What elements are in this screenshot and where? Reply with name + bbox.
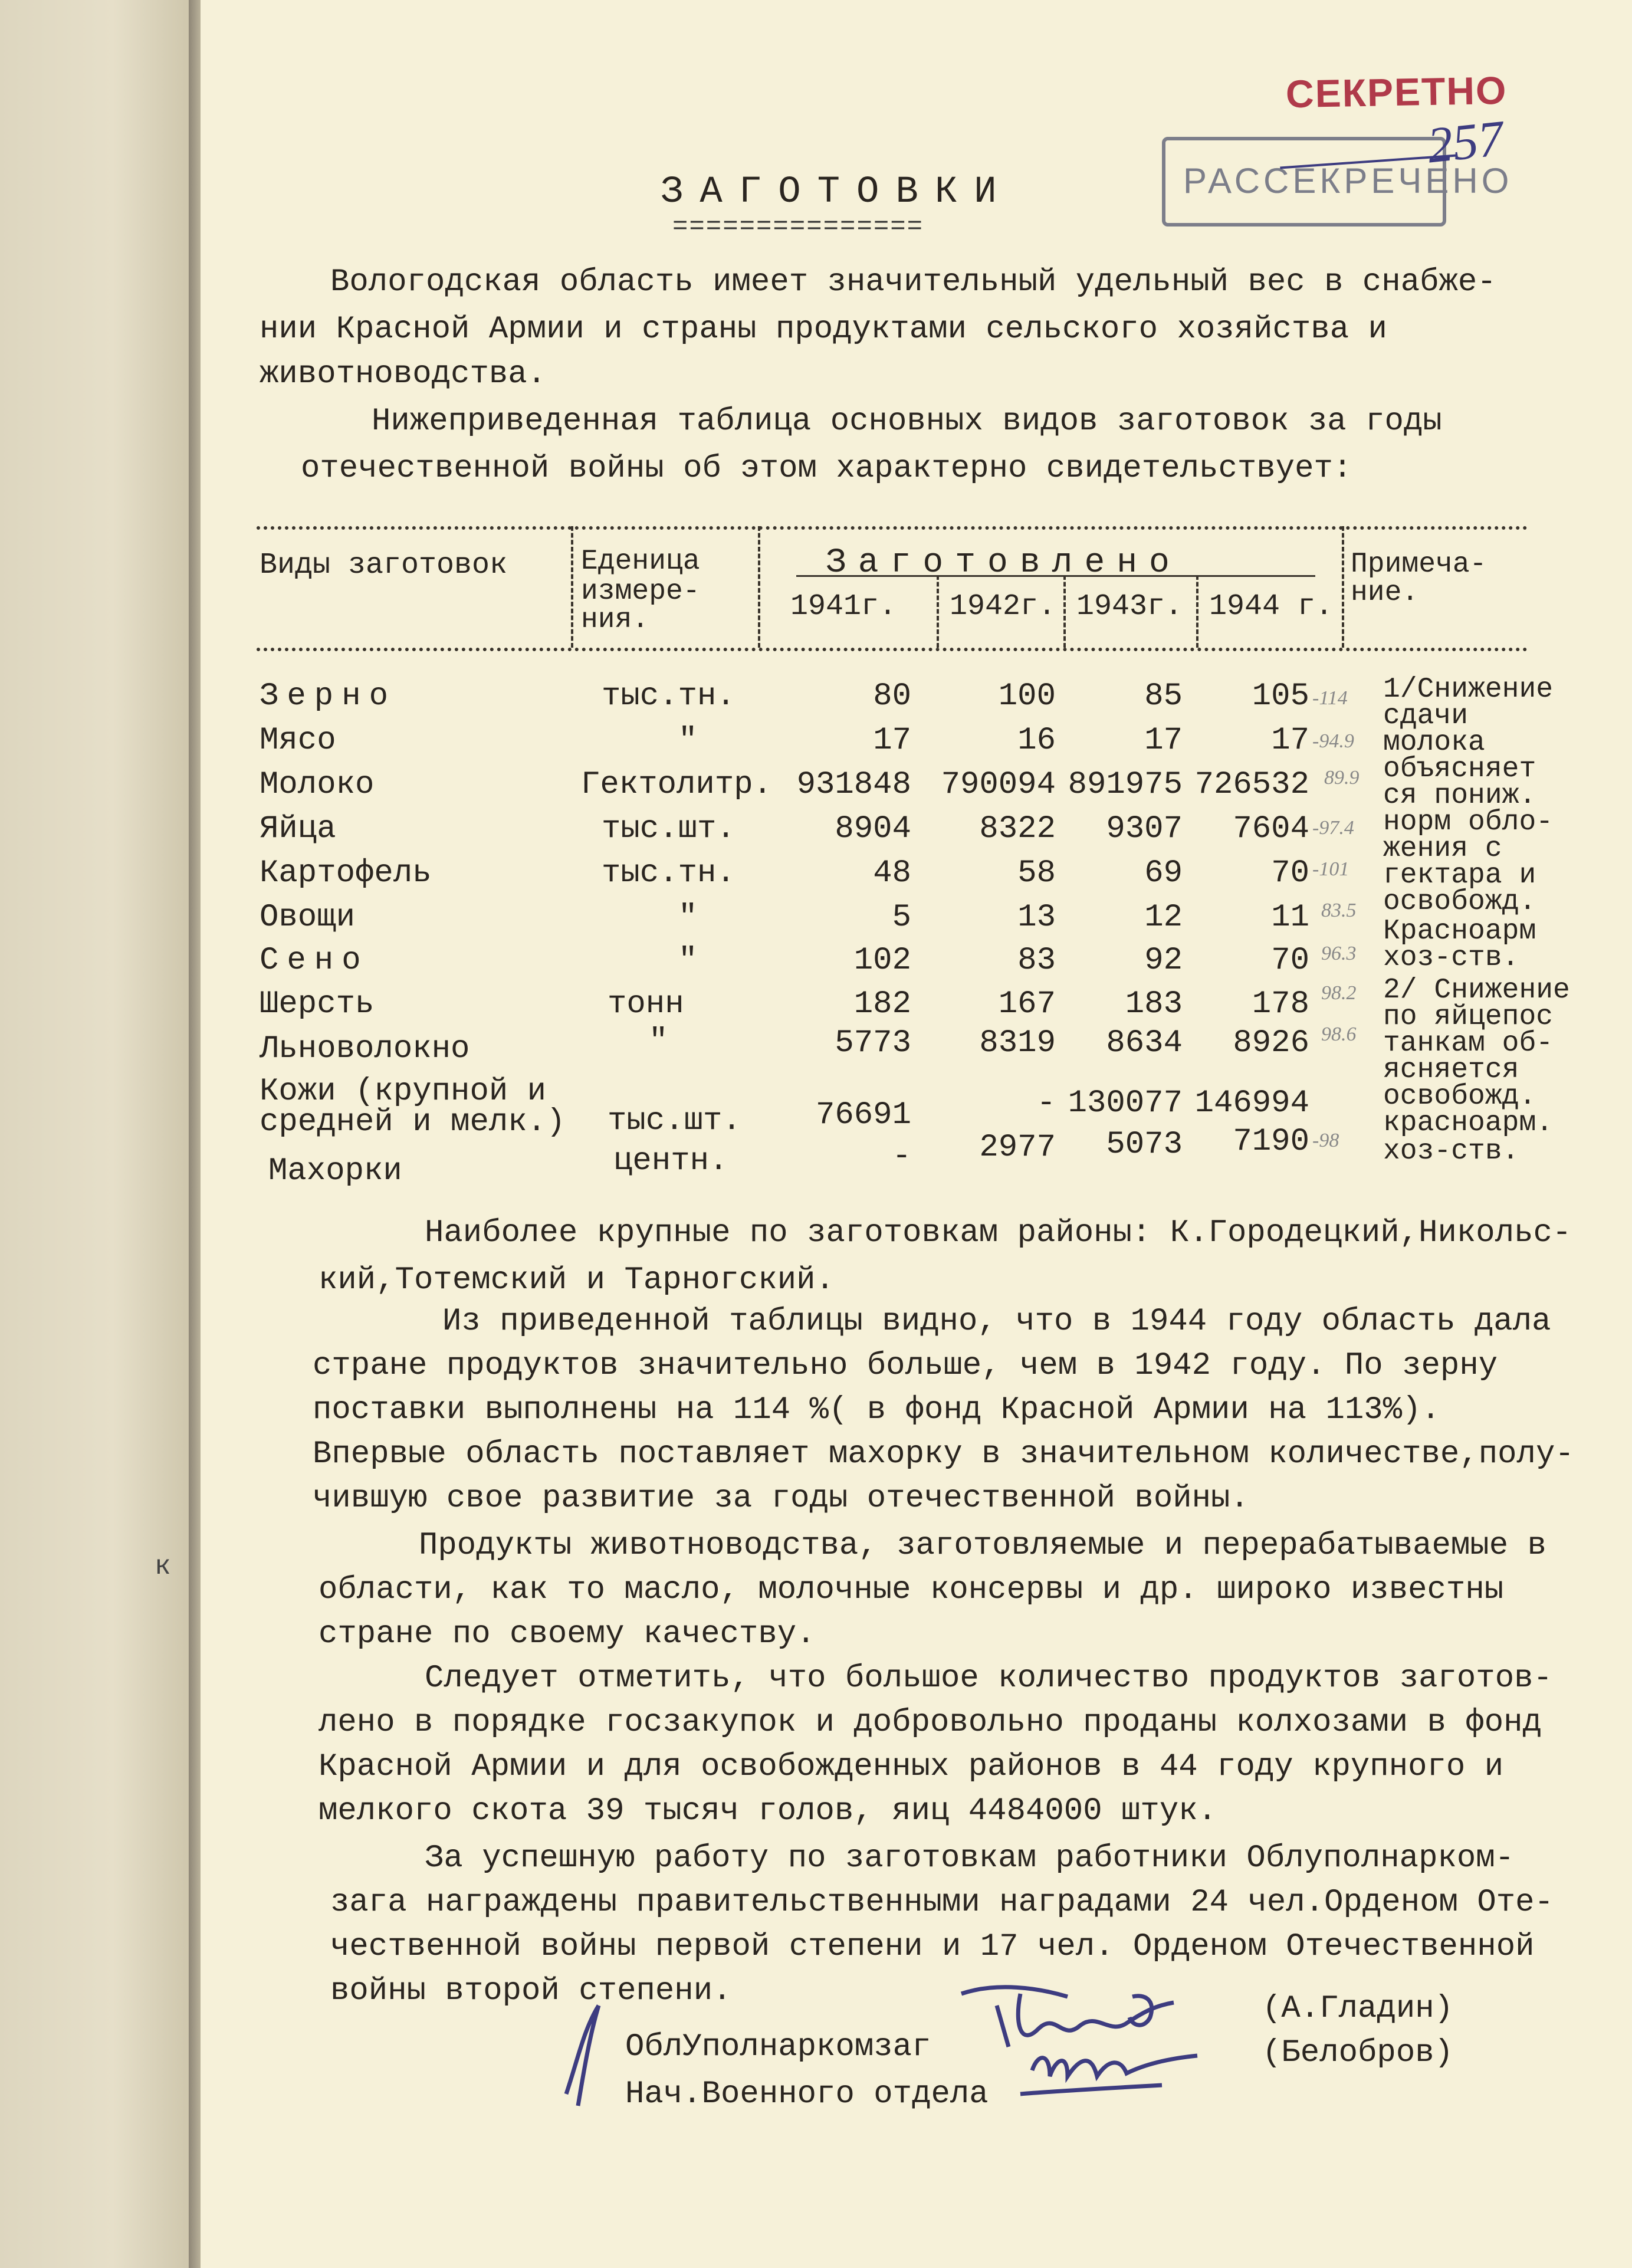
body-line: Красной Армии и для освобожденных районов в 44 году крупного и	[318, 1749, 1504, 1785]
body-line: Продукты животноводства, заготовляемые и перерабатываемые в	[419, 1528, 1546, 1564]
note-line: хоз-ств.	[1383, 942, 1519, 974]
row-unit: тыс.тн.	[602, 855, 735, 891]
header-produced: Заготовлено	[826, 544, 1181, 582]
row-unit: Гектолитр.	[581, 767, 773, 803]
body-line: войны второй степени.	[330, 1973, 732, 2009]
signatory-name: (Белобров)	[1262, 2035, 1454, 2071]
row-name: Шерсть	[260, 986, 375, 1022]
row-name: Махорки	[268, 1153, 402, 1189]
intro-line: Вологодская область имеет значительный удельный вес в снабже-	[330, 264, 1496, 300]
signature-mark-left	[566, 2006, 599, 2106]
note-line: ясняется	[1383, 1054, 1519, 1086]
note-line: норм обло-	[1383, 806, 1554, 838]
table-top-rule	[257, 526, 1528, 530]
pencil-percent: -98	[1312, 1130, 1339, 1151]
note-line: молока	[1383, 727, 1485, 759]
declassified-stamp-label: РАССЕКРЕЧЕНО	[1183, 161, 1513, 201]
handwritten-signatures	[549, 1970, 1256, 2123]
cell-1942: 8319	[979, 1025, 1056, 1061]
cell-1944: 17	[1271, 723, 1309, 759]
cell-1944: 70	[1271, 855, 1309, 891]
cell-1942: 100	[998, 678, 1056, 714]
body-line: поставки выполнены на 114 %( в фонд Красной Армии на 113%).	[313, 1392, 1440, 1428]
cell-1944: 105	[1252, 678, 1309, 714]
cell-1944: 178	[1252, 986, 1309, 1022]
title-underline: ===============	[672, 212, 924, 242]
table-column-rule	[571, 526, 573, 648]
row-name: Мясо	[260, 723, 336, 759]
body-line: кий,Тотемский и Тарногский.	[318, 1262, 835, 1298]
row-name: Яйца	[260, 811, 336, 847]
row-unit: тыс.тн.	[602, 678, 735, 714]
signatory-title: Нач.Военного отдела	[625, 2076, 989, 2112]
cell-1944: 8926	[1233, 1025, 1309, 1061]
row-name: Картофель	[260, 855, 432, 891]
header-note-line: ние.	[1351, 577, 1419, 609]
body-line: Впервые область поставляет махорку в значительном количестве,полу-	[313, 1436, 1574, 1472]
note-line: объясняет	[1383, 753, 1536, 785]
row-name: Зерно	[260, 678, 397, 714]
cell-1941: 102	[853, 943, 911, 979]
margin-mark: к	[155, 1551, 171, 1582]
body-line: Следует отметить, что большое количество продуктов заготов-	[425, 1660, 1552, 1696]
intro-line: отечественной войны об этом характерно свидетельствует:	[301, 451, 1352, 487]
note-line: жения с	[1383, 833, 1502, 865]
row-unit: "	[678, 900, 698, 936]
row-name: Льноволокно	[260, 1031, 470, 1067]
binding-shadow	[189, 0, 201, 2268]
body-line: области, как то масло, молочные консервы и др. широко известны	[318, 1572, 1504, 1608]
signatory-title: ОблУполнаркомзаг	[625, 2029, 931, 2065]
table-column-rule	[758, 526, 760, 648]
cell-1943: 130077	[1068, 1085, 1183, 1121]
signature-belobrov	[1020, 2056, 1197, 2094]
note-line: ся пониж.	[1383, 780, 1536, 812]
page-number: 257	[1424, 109, 1506, 174]
header-note-line: Примеча-	[1351, 549, 1487, 580]
row-unit: "	[649, 1023, 668, 1059]
header-year-1944: 1944 г.	[1209, 590, 1334, 623]
header-year-1942: 1942г.	[950, 590, 1056, 623]
table-column-rule	[1063, 575, 1066, 648]
body-line: За успешную работу по заготовкам работники Облуполнарком-	[425, 1840, 1515, 1876]
cell-1944: 11	[1271, 900, 1309, 936]
cell-1942: -	[1036, 1085, 1056, 1121]
note-line: Красноарм	[1383, 915, 1536, 947]
note-line: 1/Снижение	[1383, 674, 1554, 705]
body-line: мелкого скота 39 тысяч голов, яиц 4484000 штук.	[318, 1793, 1217, 1829]
header-unit-line: ния.	[581, 604, 649, 636]
cell-1943: 5073	[1106, 1127, 1183, 1163]
body-line: зага награждены правительственными наградами 24 чел.Орденом Оте-	[330, 1885, 1554, 1921]
note-line: освобожд.	[1383, 1081, 1536, 1112]
cell-1944: 7604	[1233, 811, 1309, 847]
note-line: сдачи	[1383, 700, 1469, 732]
cell-1941: 48	[873, 855, 911, 891]
table-header-rule	[257, 648, 1528, 651]
row-unit: "	[678, 723, 698, 759]
body-line: Наиболее крупные по заготовкам районы: К.Городецкий,Никольс-	[425, 1215, 1572, 1251]
body-line: лено в порядке госзакупок и добровольно проданы колхозами в фонд	[318, 1705, 1542, 1741]
cell-1942: 16	[1017, 723, 1056, 759]
cell-1941: 5773	[835, 1025, 911, 1061]
row-unit: тыс.шт.	[608, 1103, 741, 1139]
note-line: освобожд.	[1383, 886, 1536, 918]
cell-1943: 9307	[1106, 811, 1183, 847]
row-unit: центн.	[613, 1143, 728, 1179]
cell-1942: 8322	[979, 811, 1056, 847]
pencil-percent: 98.2	[1321, 982, 1357, 1004]
note-line: по яйцепос	[1383, 1001, 1554, 1033]
row-unit: тыс.шт.	[602, 811, 735, 847]
body-line: чившую свое развитие за годы отечественной войны.	[313, 1481, 1249, 1517]
table-column-rule	[1196, 575, 1198, 648]
cell-1941: 80	[873, 678, 911, 714]
table-column-rule	[937, 575, 939, 648]
document-title: ЗАГОТОВКИ	[661, 171, 1013, 214]
table-column-rule	[1342, 526, 1344, 648]
cell-1941: 182	[853, 986, 911, 1022]
body-line: чественной войны первой степени и 17 чел. Орденом Отечественной	[330, 1929, 1535, 1965]
cell-1943: 85	[1144, 678, 1183, 714]
row-unit: "	[678, 943, 698, 979]
cell-1941: 931848	[796, 767, 911, 803]
cell-1941: -	[892, 1138, 911, 1174]
header-kind: Виды заготовок	[260, 549, 508, 582]
row-name-continued: средней и мелк.)	[260, 1104, 566, 1140]
cell-1944: 7190	[1233, 1124, 1309, 1160]
row-name: Кожи (крупной и	[260, 1074, 547, 1110]
note-line: 2/ Снижение	[1383, 974, 1570, 1006]
cell-1943: 891975	[1068, 767, 1183, 803]
signatory-name: (А.Гладин)	[1262, 1991, 1454, 2027]
pencil-percent: 83.5	[1321, 900, 1357, 921]
pencil-percent: 98.6	[1321, 1023, 1357, 1045]
row-name: Овощи	[260, 900, 356, 936]
cell-1941: 17	[873, 723, 911, 759]
note-line: красноарм.	[1383, 1107, 1554, 1139]
cell-1944: 726532	[1194, 767, 1309, 803]
signature-gladin	[961, 1987, 1174, 2047]
cell-1943: 17	[1144, 723, 1183, 759]
cell-1943: 183	[1125, 986, 1183, 1022]
cell-1942: 2977	[979, 1130, 1056, 1166]
cell-1941: 8904	[835, 811, 911, 847]
note-line: хоз-ств.	[1383, 1135, 1519, 1167]
pencil-percent: -101	[1312, 858, 1349, 880]
cell-1943: 69	[1144, 855, 1183, 891]
cell-1943: 92	[1144, 943, 1183, 979]
pencil-percent: 96.3	[1321, 943, 1357, 964]
pencil-percent: -97.4	[1312, 817, 1354, 839]
note-line: танкам об-	[1383, 1028, 1554, 1059]
secret-stamp: СЕКРЕТНО	[1285, 68, 1508, 116]
cell-1942: 13	[1017, 900, 1056, 936]
intro-line: Нижеприведенная таблица основных видов заготовок за годы	[372, 403, 1442, 439]
cell-1942: 167	[998, 986, 1056, 1022]
cell-1941: 76691	[815, 1097, 911, 1133]
cell-1942: 790094	[941, 767, 1056, 803]
cell-1943: 12	[1144, 900, 1183, 936]
intro-line: нии Красной Армии и страны продуктами сельского хозяйства и	[260, 311, 1387, 347]
note-line: гектара и	[1383, 859, 1536, 891]
pencil-percent: 89.9	[1324, 767, 1360, 789]
cell-1942: 83	[1017, 943, 1056, 979]
adjacent-page	[0, 0, 189, 2268]
cell-1943: 8634	[1106, 1025, 1183, 1061]
body-line: Из приведенной таблицы видно, что в 1944 году область дала	[442, 1304, 1551, 1340]
intro-line: животноводства.	[260, 356, 547, 392]
header-year-1943: 1943г.	[1076, 590, 1183, 623]
header-unit-line: Еденица	[581, 546, 700, 577]
cell-1942: 58	[1017, 855, 1056, 891]
row-name: Молоко	[260, 767, 375, 803]
pencil-percent: -114	[1312, 687, 1348, 709]
header-unit-line: измере-	[581, 576, 700, 608]
cell-1944: 146994	[1194, 1085, 1309, 1121]
header-year-1941: 1941г.	[790, 590, 897, 623]
row-unit: тонн	[608, 986, 684, 1022]
body-line: стране по своему качеству.	[318, 1616, 816, 1652]
cell-1941: 5	[892, 900, 911, 936]
pencil-percent: -94.9	[1312, 730, 1354, 752]
cell-1944: 70	[1271, 943, 1309, 979]
row-name: Сено	[260, 943, 369, 979]
body-line: стране продуктов значительно больше, чем в 1942 году. По зерну	[313, 1348, 1498, 1384]
